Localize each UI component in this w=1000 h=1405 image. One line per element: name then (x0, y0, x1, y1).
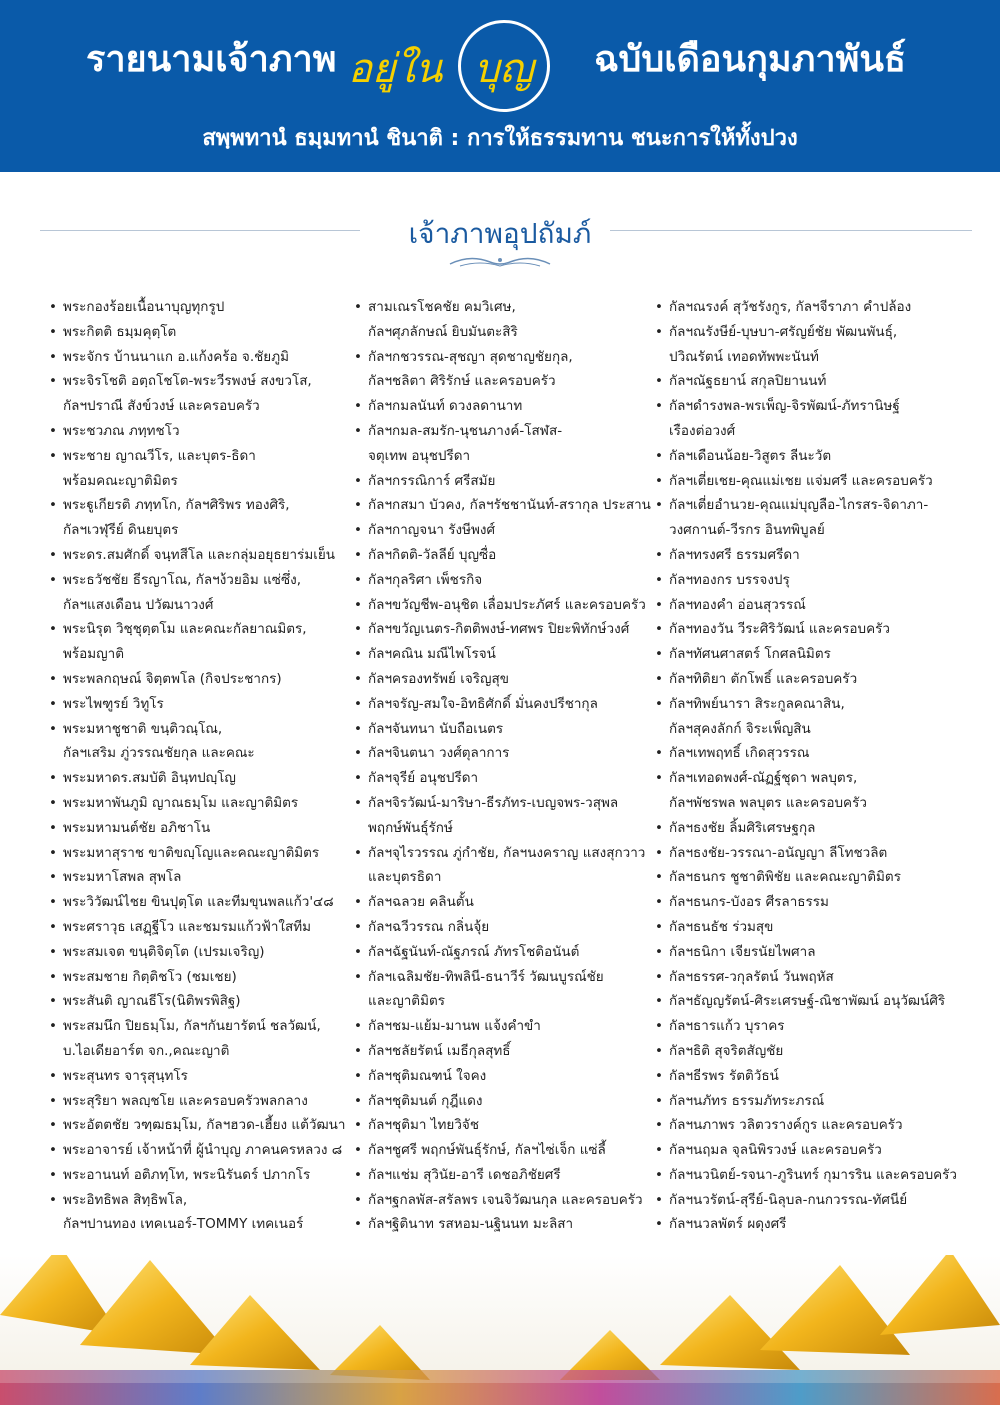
sponsor-name-line: • กัลฯธีรพร รัตติวัธน์ (669, 1067, 779, 1084)
sponsor-name-line: • กัลฯธนธัช ร่วมสุข (669, 918, 774, 935)
sponsor-name-line: • พระวิวัฒน์ไชย ขินปุตฺโต และทีมขุนพลแก้ว'๔๘ (63, 894, 334, 911)
sponsor-name-line: กัลฯสุคงลักก์ จิระเพ็ญสิน (669, 720, 811, 737)
sponsor-name-line: • กัลฯณัฐธยาน์ สกุลปิยานนท์ (669, 373, 827, 390)
list-item (352, 965, 652, 1015)
sponsor-name-line: • กัลฯคณิน มณีไพโรจน์ (368, 646, 496, 663)
list-item (653, 890, 983, 915)
list-item (352, 1064, 652, 1089)
sponsor-name-line: • กัลฯธัญญรัตน์-ศิระเศรษฐ์-ณิชาพัฒน์ อนุวัฒน์ศิริ (669, 993, 946, 1010)
sponsor-name-line: • กัลฯกิตติ-วัลลีย์ บุญซื่อ (368, 546, 497, 563)
sponsor-name-line: • กัลฯจรัญ-สมใจ-อิทธิศักดิ์ มั่นคงปรีชากุล (368, 695, 598, 712)
header-banner (0, 0, 1000, 172)
list-item (352, 568, 652, 593)
sponsor-name-line: กัลฯชลิตา ศิริรักษ์ และครอบครัว (368, 373, 556, 390)
list-item (352, 642, 652, 667)
sponsor-name-line: • พระดร.สมศักดิ์ จนฺทสีโล และกลุ่มอยุธยาร่มเย็น (63, 546, 335, 563)
sponsor-name-line: พฤกษ์พันธุ์รักษ์ (368, 819, 453, 836)
list-item (352, 940, 652, 965)
list-item (47, 717, 347, 767)
list-item (653, 1113, 983, 1138)
list-item (352, 791, 652, 841)
list-item (352, 890, 652, 915)
list-item (47, 791, 347, 816)
sponsor-name-line: • พระมหาชูชาติ ขนฺติวณฺโณ, (63, 720, 223, 737)
list-item (47, 617, 347, 667)
sponsor-column-1 (47, 295, 347, 1237)
sponsor-name-line: • กัลฯครองทรัพย์ เจริญสุข (368, 670, 510, 687)
sponsor-name-line: • กัลฯชูศรี พฤกษ์พันธุ์รักษ์, กัลฯไซ่เจ็ก แซ่ลี้ (368, 1142, 606, 1159)
sponsor-name-line: • พระอานนท์ อติภทฺโท, พระนิรันดร์ ปภากโร (63, 1166, 311, 1183)
sponsor-name-line: • กัลฯนฤมล จุลนิพิรวงษ์ และครอบครัว (669, 1142, 882, 1159)
sponsor-name-line: • กัลฯเตี่ยเชย-คุณแม่เชย แจ่มศรี และครอบครัว (669, 472, 933, 489)
list-item (653, 493, 983, 543)
list-item (352, 345, 652, 395)
list-item (47, 816, 347, 841)
sponsor-name-line: • กัลฯชุติมณฑน์ ใจคง (368, 1067, 487, 1084)
sponsor-name-line: • พระนิรุต วิชฺชุตฺตโม และคณะกัลยาณมิตร, (63, 621, 307, 638)
sponsor-name-line: • กัลฯขวัญเนตร-กิตติพงษ์-ทศพร ปิยะพิทักษ์วงศ์ (368, 621, 630, 638)
sponsor-name-line: • กัลฯกสมา บัวคง, กัลฯรัชชานันท์-สรากุล ประสาน (368, 497, 651, 514)
list-item (352, 1138, 652, 1163)
list-item (653, 816, 983, 841)
list-item (47, 965, 347, 990)
sponsor-name-line: • พระสมเจต ขนฺติจิตฺโต (เปรมเจริญ) (63, 943, 265, 960)
list-item (47, 915, 347, 940)
logo-text-1: อยู่ใน (348, 46, 443, 92)
sponsor-name-line: • กัลฯจุรีย์ อนุชปรีดา (368, 770, 479, 787)
list-item (653, 1039, 983, 1064)
sponsor-name-line: • พระสมนึก ปิยธมฺโม, กัลฯกันยารัตน์ ชลวัฒน์, (63, 1018, 321, 1035)
sponsor-name-line: • กัลฯนวนิตย์-รจนา-ภูรินทร์ กุมารริน และครอบครัว (669, 1166, 957, 1183)
sponsor-name-line: • พระไพฑูรย์ วิทูโร (63, 695, 164, 712)
sponsor-column-3 (653, 295, 983, 1237)
list-item (352, 1188, 652, 1213)
sponsor-name-line: • พระธวัชชัย ธีรญาโณ, กัลฯง้วยอิม แซ่ซึ่ง, (63, 571, 301, 588)
list-item (352, 717, 652, 742)
sponsor-name-line: • กัลฯธนกร-บังอร ศีรลาธรรม (669, 894, 829, 911)
list-item (352, 741, 652, 766)
sponsor-name-line: • พระมหาโสพล สุพโล (63, 869, 182, 886)
sponsor-name-line: • กัลฯกาญจนา รังษีพงศ์ (368, 522, 496, 539)
sponsor-name-line: • กัลฯธารแก้ว บุราคร (669, 1018, 785, 1035)
list-item (47, 320, 347, 345)
list-item (352, 766, 652, 791)
sponsor-name-line: • พระอาจารย์ เจ้าหน้าที่ ผู้นำบุญ ภาคนครหลวง ๘ (63, 1142, 343, 1159)
list-item (47, 667, 347, 692)
sponsor-name-line: กัลฯปราณี สังข์วงษ์ และครอบครัว (63, 398, 260, 415)
list-item (352, 1039, 652, 1064)
sponsor-name-line: กัลฯปานทอง เทคเนอร์-TOMMY เทคเนอร์ (63, 1216, 304, 1233)
header-title-left: รายนามเจ้าภาพ (86, 39, 337, 80)
sponsor-name-line: • กัลฯขวัญชีพ-อนุชิต เลื่อมประภัศร์ และครอบครัว (368, 596, 646, 613)
sponsor-name-line: • พระชาย ญาณวีโร, และบุตร-ธิดา (63, 447, 256, 464)
sponsor-name-line: • กัลฯชุติมา ไทยวิจัช (368, 1117, 479, 1134)
list-item (47, 1188, 347, 1238)
sponsor-column-2 (352, 295, 652, 1237)
list-item (653, 469, 983, 494)
list-item (653, 741, 983, 766)
sponsor-name-line: • กัลฯจินตนา วงศ์ตุลาการ (368, 745, 510, 762)
sponsor-name-line: • พระมหาสุราช ขาติขญฺโญและคณะญาติมิตร (63, 844, 320, 861)
logo (348, 20, 568, 116)
section-title: เจ้าภาพอุปถัมภ์ (408, 217, 592, 250)
sponsor-name-line: • กัลฯฉลวย คลินตั้น (368, 894, 474, 911)
list-item (653, 766, 983, 816)
list-item (47, 766, 347, 791)
list-item (47, 890, 347, 915)
sponsor-name-line: • กัลฯธนิกา เจียรนัยไพศาล (669, 943, 816, 960)
list-item (653, 1188, 983, 1213)
list-item (653, 667, 983, 692)
list-item (47, 989, 347, 1014)
sponsor-name-line: • กัลฯทรงศรี ธรรมศรีดา (669, 546, 800, 563)
sponsor-name-line: • กัลฯชุติมนต์ กุฎีแดง (368, 1092, 483, 1109)
sponsor-name-line: กัลฯแสงเดือน ปวัฒนาวงศ์ (63, 596, 214, 613)
sponsor-name-line: • พระจิรโชติ อตฺถโชโต-พระวีรพงษ์ สงขวโส, (63, 373, 312, 390)
list-item (352, 394, 652, 419)
sponsor-name-line: บ.ไอเดียอาร์ต จก.,คณะญาติ (63, 1042, 230, 1059)
sponsor-name-line: • กัลฯทองวัน วีระศิริวัฒน์ และครอบครัว (669, 621, 890, 638)
sponsor-name-line: • กัลฯกุลริศา เพ็ชรกิจ (368, 571, 483, 588)
list-item (47, 1113, 347, 1138)
sponsor-name-line: และบุตรธิดา (368, 869, 442, 886)
sponsor-name-line: • กัลฯเตี่ยอำนวย-คุณแม่บุญลือ-ไกรสร-จิดาภา- (669, 497, 929, 514)
sponsor-name-line: • กัลฯนภาพร วลิตวรางค์กูร และครอบครัว (669, 1117, 903, 1134)
list-item (352, 469, 652, 494)
sponsor-name-line: • กัลฯธงชัย ลิ้มศิริเศรษฐกุล (669, 819, 816, 836)
sponsor-name-line: • กัลฯฐกลพัส-สรัลพร เจนจิวัฒนกุล และครอบครัว (368, 1191, 643, 1208)
sponsor-name-line: • กัลฯณรังษีย์-บุษบา-ศรัญย์ชัย พัฒนพันธุ์, (669, 323, 898, 340)
sponsor-name-line: • พระกิตติ ธมฺมคุตฺโต (63, 323, 177, 340)
list-item (47, 1064, 347, 1089)
sponsor-name-line: • พระมหาดร.สมบัติ อินฺทปญฺโญ (63, 770, 236, 787)
list-item (653, 841, 983, 866)
sponsor-name-line: พร้อมคณะญาติมิตร (63, 472, 178, 489)
sponsor-name-line: • กัลฯกรรณิการ์ ศรีสมัย (368, 472, 496, 489)
list-item (47, 568, 347, 618)
sponsor-name-line: • กัลฯธงชัย-วรรณา-อนัญญา ลีโทชวลิต (669, 844, 888, 861)
sponsor-name-line: • กัลฯทิพย์นารา สิระกูลคณาสิน, (669, 695, 845, 712)
sponsor-name-line: พร้อมญาติ (63, 646, 125, 663)
sponsor-name-line: • กัลฯจุไรวรรณ ภู่กำชัย, กัลฯนงคราญ แสงสุกวาว (368, 844, 646, 861)
list-item (352, 1113, 652, 1138)
sponsor-name-line: • กัลฯแช่ม สุวินัย-อารี เดชอภิชัยศรี (368, 1166, 561, 1183)
list-item (352, 915, 652, 940)
list-item (653, 543, 983, 568)
list-item (47, 369, 347, 419)
list-item (47, 841, 347, 866)
ornament-icon (440, 252, 560, 272)
list-item (653, 320, 983, 370)
list-item (47, 493, 347, 543)
list-item (352, 841, 652, 891)
list-item (352, 1163, 652, 1188)
list-item (47, 295, 347, 320)
list-item (352, 295, 652, 345)
sponsor-name-line: • กัลฯเทอดพงศ์-ณัฏฐ์ชุดา พลบุตร, (669, 770, 858, 787)
list-item (47, 1089, 347, 1114)
list-item (47, 345, 347, 370)
list-item (653, 1212, 983, 1237)
list-item (47, 1138, 347, 1163)
list-item (47, 419, 347, 444)
list-item (653, 1064, 983, 1089)
sponsor-name-line: เรืองต่อวงศ์ (669, 422, 736, 439)
list-item (653, 989, 983, 1014)
sponsor-name-line: • กัลฯกชวรรณ-สุชญา สุดชาญชัยกุล, (368, 348, 573, 365)
sponsor-name-line: • สามเณรโชคชัย คมวิเศษ, (368, 299, 516, 315)
sponsor-name-line: • พระฐูเกียรติ ภทฺทโก, กัลฯศิริพร ทองศิริ, (63, 497, 290, 514)
sponsor-name-line: • พระพลกฤษณ์ จิตฺตพโล (กิจประชากร) (63, 670, 282, 687)
sponsor-name-line: • กัลฯณรงค์ สุวัชรังกูร, กัลฯจีราภา คำปล้อง (669, 299, 912, 315)
list-item (352, 419, 652, 469)
list-item (653, 965, 983, 990)
sponsor-name-line: วงศกานต์-วีรกร อินทพิบูลย์ (669, 522, 825, 539)
sponsor-name-line: • กัลฯเฉลิมชัย-ทิพลินี-ธนาวีร์ วัฒนบูรณ์ชัย (368, 968, 604, 985)
sponsor-name-line: • กัลฯทิติยา ตักโพธิ์ และครอบครัว (669, 670, 858, 687)
sponsor-name-line: • พระกองร้อยเนื้อนาบุญทุกรูป (63, 299, 225, 315)
list-item (47, 940, 347, 965)
sponsor-name-line: • พระศราวุธ เสฏฺฐีโว และชมรมแก้วฟ้าใสทีม (63, 918, 312, 935)
list-item (352, 543, 652, 568)
list-item (653, 568, 983, 593)
sponsor-name-line: • พระสันติ ญาณธีโร(นิติพรพิสิฐ) (63, 993, 241, 1010)
list-item (47, 444, 347, 494)
list-item (47, 1014, 347, 1064)
golden-pagodas-image (0, 1255, 1000, 1405)
list-item (352, 1089, 652, 1114)
sponsor-name-line: • กัลฯฐิตินาท รสหอม-นฐินนท มะลิสา (368, 1216, 574, 1233)
list-item (352, 1212, 652, 1237)
sponsor-name-line: • กัลฯฉวีวรรณ กลิ่นจุ้ย (368, 918, 490, 935)
sponsor-name-line: • กัลฯฉัฐนันท์-ณัฐภรณ์ ภัทรโชติอนันต์ (368, 943, 580, 960)
list-item (653, 642, 983, 667)
sponsor-name-line: • กัลฯกมลนันท์ ดวงลดานาท (368, 398, 523, 415)
list-item (653, 617, 983, 642)
sponsor-name-line: • กัลฯนวรัตน์-สุรีย์-นิลุบล-กนกวรรณ-ทัศนีย์ (669, 1191, 908, 1208)
sponsor-name-line: ปวิณรัตน์ เทอดทัพพะนันท์ (669, 348, 819, 365)
sponsor-name-line: • กัลฯเดือนน้อย-วิสูตร ลีนะวัต (669, 447, 832, 464)
sponsor-name-line: • กัลฯนวลพัตร์ ผดุงศรี (669, 1216, 787, 1233)
list-item (653, 295, 983, 320)
header-title-right: ฉบับเดือนกุมภาพันธ์ (594, 39, 906, 80)
list-item (352, 1014, 652, 1039)
sponsor-name-line: จตุเทพ อนุชปรีดา (368, 447, 471, 464)
sponsor-name-line: • พระอัตตชัย วฑฺฒธมฺโม, กัลฯฮวด-เฮี้ยง แต้วัฒนา (63, 1117, 346, 1134)
list-item (653, 1138, 983, 1163)
sponsor-name-line: • กัลฯดำรงพล-พรเพ็ญ-จิรพัฒน์-ภัทรานิษฐ์ (669, 398, 900, 415)
list-item (653, 1163, 983, 1188)
list-item (352, 617, 652, 642)
sponsor-name-line: • พระชวภณ ภทฺทชโว (63, 422, 180, 439)
sponsor-name-line: • กัลฯทัศนศาสตร์ โกศลนิมิตร (669, 646, 831, 663)
list-item (352, 593, 652, 618)
list-item (352, 518, 652, 543)
list-item (47, 1163, 347, 1188)
sponsor-name-line: • กัลฯนภัทร ธรรมภัทระภรณ์ (669, 1092, 825, 1109)
list-item (653, 940, 983, 965)
sponsor-name-line: • พระสุริยา พลญฺชโย และครอบครัวพลกลาง (63, 1092, 308, 1109)
list-item (653, 394, 983, 444)
list-item (653, 1089, 983, 1114)
sponsor-name-line: • พระอิทธิพล สิทฺธิพโล, (63, 1191, 188, 1208)
sponsor-name-line: • กัลฯทองกร บรรจงปรุ (669, 571, 790, 588)
list-item (47, 865, 347, 890)
sponsor-name-line: • กัลฯธรรศ-วกุลรัตน์ วันพฤหัส (669, 968, 834, 985)
list-item (47, 543, 347, 568)
list-item (352, 667, 652, 692)
sponsor-name-line: • พระมหาพันภูมิ ญาณธมฺโม และญาติมิตร (63, 794, 299, 811)
list-item (47, 692, 347, 717)
list-item (653, 1014, 983, 1039)
list-item (653, 692, 983, 742)
sponsor-name-line: • กัลฯทองคำ อ่อนสุวรรณ์ (669, 596, 806, 613)
sponsor-name-line: • กัลฯจิรวัฒน์-มาริษา-ธีรภัทร-เบญจพร-วสุพล (368, 794, 619, 811)
sponsor-name-line: • กัลฯกมล-สมรัก-นุชนภางค์-โสฬส- (368, 422, 563, 439)
sponsor-name-line: • กัลฯจันทนา นับถือเนตร (368, 720, 504, 737)
sponsor-name-line: กัลฯเสริม ภู่วรรณชัยกุล และคณะ (63, 745, 255, 762)
sponsor-name-line: • กัลฯชม-แย้ม-มานพ แจ้งคำขำ (368, 1018, 541, 1035)
list-item (653, 593, 983, 618)
sponsor-name-line: • พระสมชาย กิตฺติชโว (ชมเชย) (63, 968, 237, 985)
list-item (653, 915, 983, 940)
sponsor-name-line: • กัลฯเทพฤทธิ์ เกิดสุวรรณ (669, 745, 810, 762)
list-item (352, 692, 652, 717)
list-item (653, 444, 983, 469)
sponsor-name-line: • กัลฯชลัยรัตน์ เมธีกุลสุทธิ์ (368, 1042, 511, 1059)
sponsor-name-line: กัลฯพัชรพล พลบุตร และครอบครัว (669, 794, 867, 811)
sponsor-name-line: และญาติมิตร (368, 993, 445, 1010)
sponsor-name-line: กัลฯศุภลักษณ์ ยิบมันตะสิริ (368, 323, 518, 340)
header-subtitle: สพฺพทานํ ธมฺมทานํ ชินาติ : การให้ธรรมทาน ชนะการให้ทั้งปวง (202, 126, 798, 151)
logo-text-2: บุญ (474, 46, 534, 92)
list-item (653, 865, 983, 890)
list-item (653, 369, 983, 394)
sponsor-name-line: • กัลฯธิติ สุจริตสัญชัย (669, 1042, 784, 1059)
sponsor-name-line: • พระมหามนต์ชัย อภิชาโน (63, 819, 211, 836)
list-item (352, 493, 652, 518)
sponsor-name-line: • พระจักร บ้านนาแก อ.แก้งคร้อ จ.ชัยภูมิ (63, 348, 289, 365)
sponsor-name-line: • กัลฯธนกร ชูชาติพิชัย และคณะญาติมิตร (669, 869, 901, 886)
sponsor-name-line: • พระสุนทร จารุสุนฺทโร (63, 1067, 188, 1084)
sponsor-name-line: กัลฯเวฬุรีย์ ดินยบุตร (63, 522, 179, 539)
